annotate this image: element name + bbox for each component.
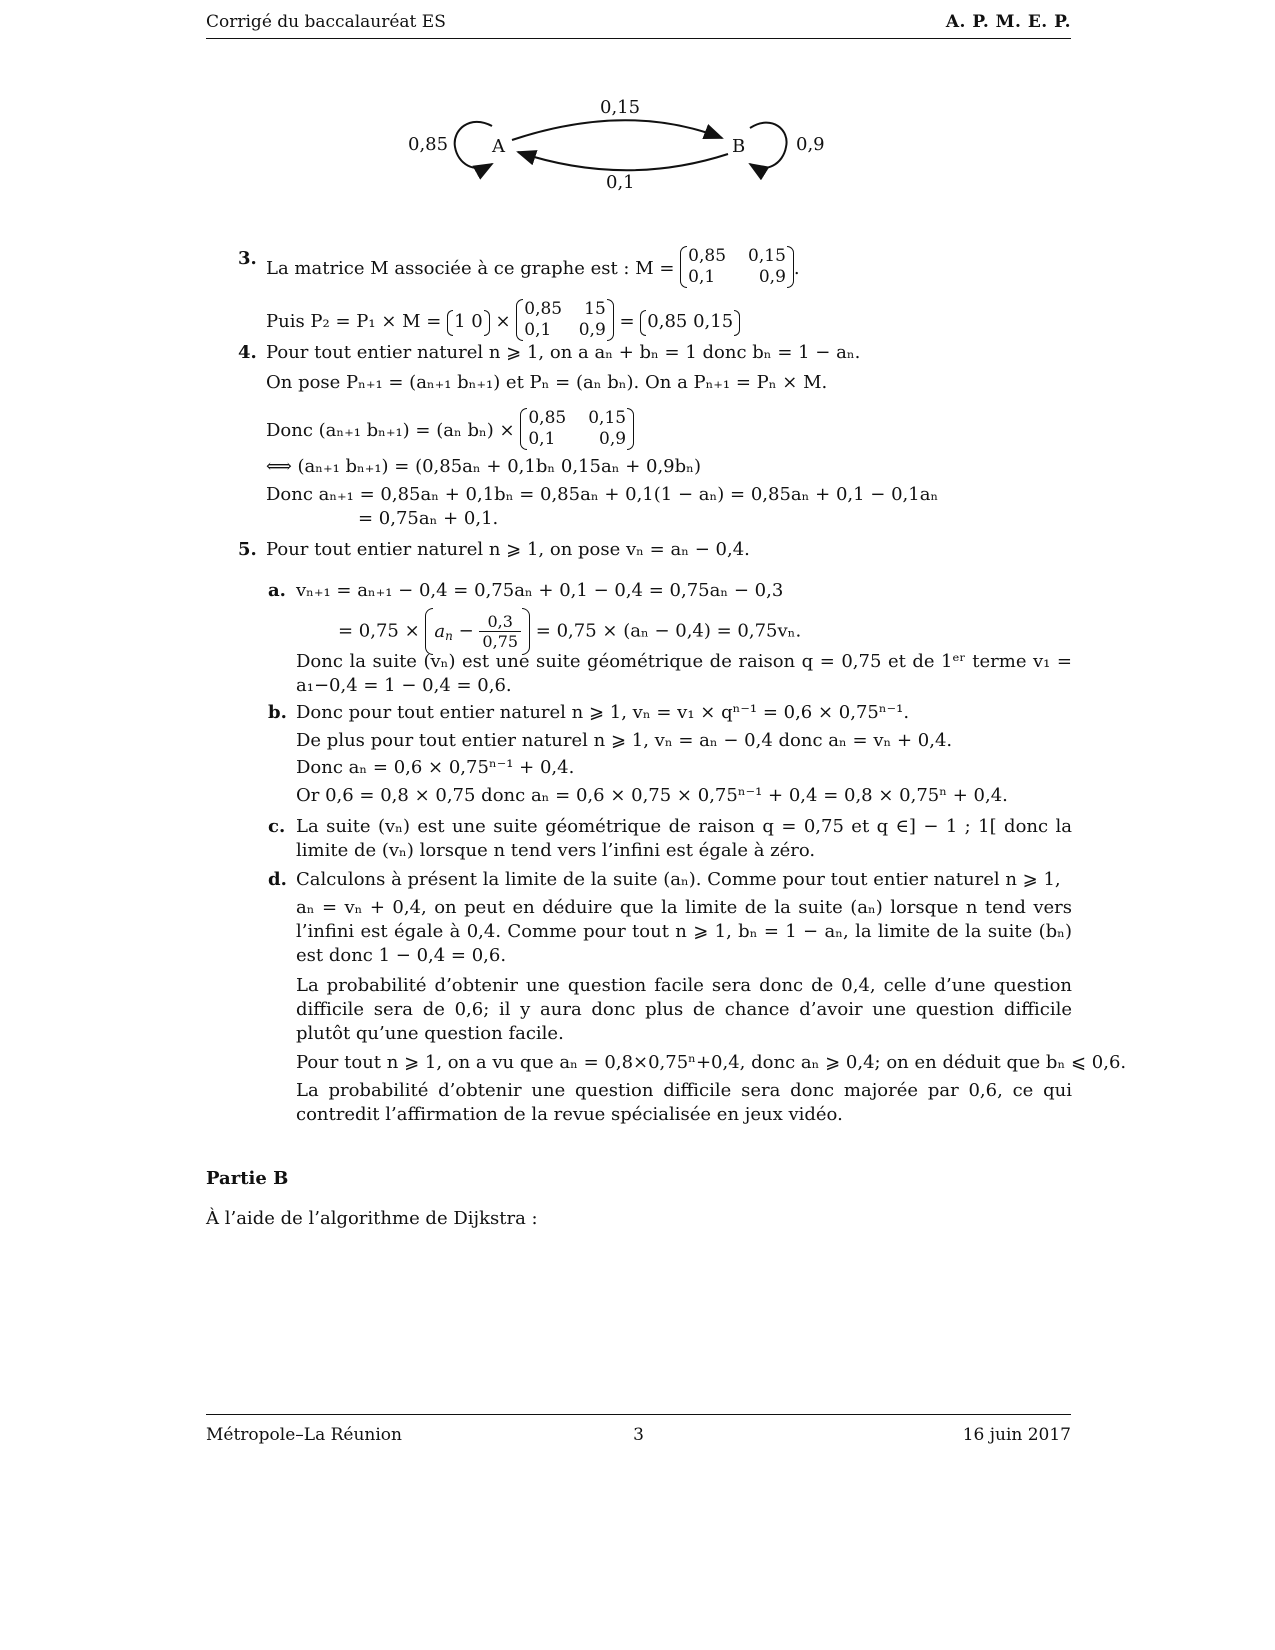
q3-text: La matrice M associée à ce graphe est : M = 0,85 0,15 0,1 0,9 .	[266, 246, 800, 287]
q5b-label: b.	[268, 702, 287, 723]
q5a-post: = 0,75 × (aₙ − 0,4) = 0,75vₙ.	[535, 620, 802, 642]
node-a: A	[492, 136, 505, 157]
edge-b-to-a	[518, 152, 728, 170]
m11: 0,85	[688, 246, 727, 266]
page-number: 3	[633, 1425, 644, 1445]
m2-22: 0,9	[578, 320, 606, 340]
q4-line6: = 0,75aₙ + 0,1.	[358, 508, 499, 529]
q5b-line4: Or 0,6 = 0,8 × 0,75 donc aₙ = 0,6 × 0,75 × 0,75ⁿ⁻¹ + 0,4 = 0,8 × 0,75ⁿ + 0,4.	[296, 785, 1008, 806]
fraction-numerator: 0,3	[479, 612, 521, 632]
node-b: B	[732, 136, 746, 157]
q5-intro: Pour tout entier naturel n ⩾ 1, on pose vₙ = aₙ − 0,4.	[266, 539, 750, 560]
q5d-text5: La probabilité d’obtenir une question difficile sera donc majorée par 0,6, ce qui contredit l’affirmation de la revue spécialisée en jeux vidéo.	[296, 1080, 1072, 1125]
q5a-an: $a_n$	[434, 620, 453, 643]
page-footer	[206, 1414, 1071, 1449]
footer-date: 16 juin 2017	[962, 1425, 1071, 1445]
header-right: A. P. M. E. P.	[945, 12, 1071, 32]
matrix-m	[680, 246, 794, 288]
q3-number: 3.	[238, 248, 257, 269]
q5d-label: d.	[268, 869, 287, 890]
q5a-pre: = 0,75 ×	[338, 620, 420, 642]
q5b-line2: De plus pour tout entier naturel n ⩾ 1, vₙ = aₙ − 0,4 donc aₙ = vₙ + 0,4.	[296, 730, 953, 751]
m2-11: 0,85	[524, 299, 563, 319]
q4-line2: On pose Pₙ₊₁ = (aₙ₊₁ bₙ₊₁) et Pₙ = (aₙ bₙ). On a Pₙ₊₁ = Pₙ × M.	[266, 372, 828, 393]
m3-22: 0,9	[599, 429, 627, 449]
q5a-paren: $a_n$ − $\frac{0,3}{0,75}$	[425, 612, 530, 651]
q5d-text2: aₙ = vₙ + 0,4, on peut en déduire que la limite de la suite (aₙ) lorsque n tend vers l’infini est égale à 0,4. Comme pour tout n ⩾ 1, bₙ = 1 − aₙ, la limite de la suite (bₙ) est donc 1 − 0,4 = 0,6.	[296, 897, 1072, 966]
q4-line1: Pour tout entier naturel n ⩾ 1, on a aₙ + bₙ = 1 donc bₙ = 1 − aₙ.	[266, 342, 861, 363]
q4-donc: Donc (aₙ₊₁ bₙ₊₁) = (aₙ bₙ) ×	[266, 420, 515, 441]
q4-line3	[266, 410, 634, 452]
q5d-text3: La probabilité d’obtenir une question facile sera donc de 0,4, celle d’une question difficile sera de 0,6; il y aura donc plus de chance d’avoir une question difficile plutôt qu’une question facile.	[296, 975, 1072, 1044]
edge-ab-label: 0,15	[600, 97, 641, 118]
q5a-fraction	[479, 612, 521, 651]
q4-line5: Donc aₙ₊₁ = 0,85aₙ + 0,1bₙ = 0,85aₙ + 0,1(1 − aₙ) = 0,85aₙ + 0,1 − 0,1aₙ	[266, 484, 939, 505]
loop-b-label: 0,9	[796, 134, 825, 155]
m12: 0,15	[748, 246, 786, 266]
q5a-label: a.	[268, 580, 286, 601]
q5c-text: La suite (vₙ) est une suite géométrique de raison q = 0,75 et q ∈] − 1 ; 1[ donc la limite de (vₙ) lorsque n tend vers l’infini est égale à zéro.	[296, 816, 1072, 861]
m3-21: 0,1	[528, 429, 556, 449]
puis-text: Puis P₂ = P₁ × M =	[266, 311, 442, 332]
partie-b-title: Partie B	[206, 1168, 289, 1189]
q5d-text4: Pour tout n ⩾ 1, on a vu que aₙ = 0,8×0,75ⁿ+0,4, donc aₙ ⩾ 0,4; on en déduit que bₙ ⩽ 0,6.	[296, 1052, 1127, 1073]
matrix-m-3	[520, 408, 634, 450]
loop-b	[750, 123, 787, 168]
m3-11: 0,85	[528, 408, 567, 428]
q5a-line2	[338, 612, 801, 651]
fraction-denominator: 0,75	[482, 632, 519, 651]
m2-21: 0,1	[524, 320, 552, 340]
header-left: Corrigé du baccalauréat ES	[206, 12, 446, 32]
probabilistic-graph	[400, 92, 880, 212]
q3-statement: La matrice M associée à ce graphe est : M =	[266, 258, 675, 279]
q5a-line3: Donc la suite (vₙ) est une suite géométrique de raison q = 0,75 et de 1ᵉʳ terme v₁ = a₁−0,4 = 1 − 0,4 = 0,6.	[296, 651, 1072, 696]
m21: 0,1	[688, 267, 716, 287]
q3-puis: Puis P₂ = P₁ × M = 1 0 × 0,85 15 0,1 0,9 = 0,85 0,15	[266, 301, 740, 343]
q4-line4: ⟺ (aₙ₊₁ bₙ₊₁) = (0,85aₙ + 0,1bₙ 0,15aₙ + 0,9bₙ)	[266, 456, 701, 477]
q5-number: 5.	[238, 539, 257, 560]
page-header	[206, 12, 1071, 39]
edge-ba-label: 0,1	[606, 172, 635, 193]
edge-a-to-b	[512, 120, 722, 140]
q5a-line1: vₙ₊₁ = aₙ₊₁ − 0,4 = 0,75aₙ + 0,1 − 0,4 = 0,75aₙ − 0,3	[296, 580, 784, 601]
m2-12: 15	[584, 299, 606, 319]
loop-a-label: 0,85	[408, 134, 449, 155]
q5b-line1: Donc pour tout entier naturel n ⩾ 1, vₙ = v₁ × qⁿ⁻¹ = 0,6 × 0,75ⁿ⁻¹.	[296, 702, 910, 723]
m22: 0,9	[758, 267, 786, 287]
m3-12: 0,15	[588, 408, 627, 428]
q5c-label: c.	[268, 816, 286, 837]
vector-p1: 1 0	[447, 311, 490, 333]
matrix-m-2	[516, 299, 614, 341]
q5b-line3: Donc aₙ = 0,6 × 0,75ⁿ⁻¹ + 0,4.	[296, 757, 575, 778]
q5d-text1: Calculons à présent la limite de la suite (aₙ). Comme pour tout entier naturel n ⩾ 1,	[296, 869, 1061, 890]
loop-a	[455, 122, 492, 168]
q4-number: 4.	[238, 342, 257, 363]
partie-b-text: À l’aide de l’algorithme de Dijkstra :	[206, 1208, 538, 1229]
vector-p2: 0,85 0,15	[640, 311, 740, 333]
footer-left: Métropole–La Réunion	[206, 1425, 402, 1445]
